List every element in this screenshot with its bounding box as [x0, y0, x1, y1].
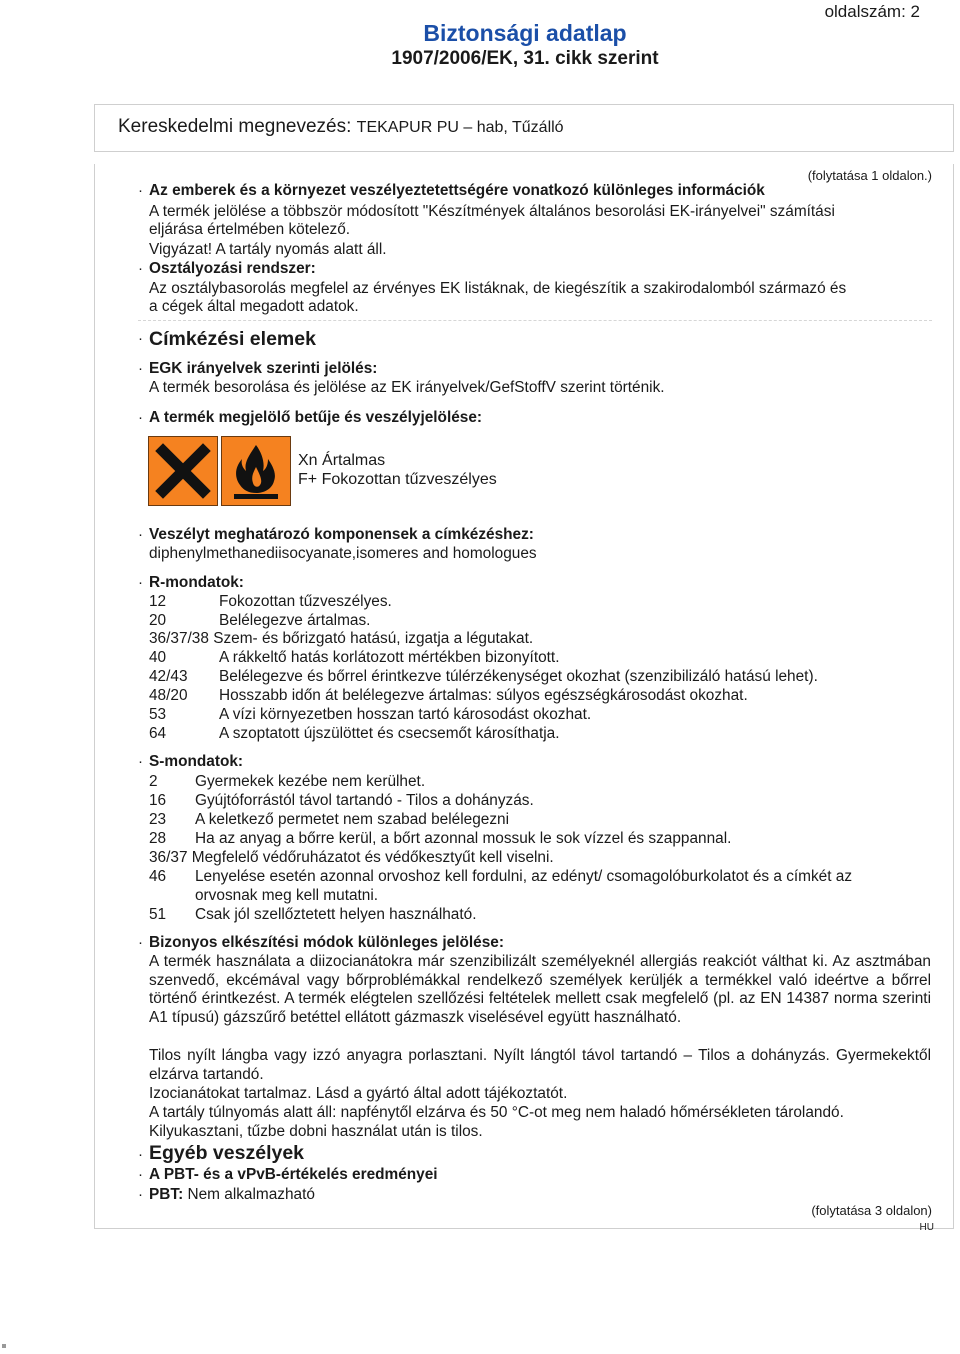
- document-subtitle: 1907/2006/EK, 31. cikk szerint: [391, 48, 659, 69]
- eec-marking-text: A termék besorolása és jelölése az EK irányelvek/GefStoffV szerint történik.: [149, 379, 665, 396]
- trade-name-value: TEKAPUR PU – hab, Tűzálló: [356, 119, 564, 136]
- bullet-dot: ·: [138, 409, 143, 426]
- s-phrase-text: Megfelelő védőruházatot és védőkesztyűt kell viselni.: [191, 849, 554, 866]
- special-info-line: A termék jelölése a többször módosított "Készítmények általános besorolási EK-irányelvei" számítási: [149, 203, 835, 220]
- s-phrase-text: Lenyelése esetén azonnal orvoshoz kell fordulni, az edényt/ csomagolóburkolatot és a címkét az: [195, 868, 853, 885]
- eec-marking-heading: EGK irányelvek szerinti jelölés:: [149, 360, 378, 377]
- s-phrase-text: Gyújtóforrástól távol tartandó - Tilos a dohányzás.: [195, 792, 534, 809]
- s-phrase-text: A keletkező permetet nem szabad belélegezni: [195, 811, 509, 828]
- special-prep-paragraph: Tilos nyílt lángba vagy izzó anyagra porlasztani. Nyílt lángtól távol tartandó – Tilos a dohányzás. Gyermekektől elzárva tartandó.: [149, 1047, 931, 1083]
- language-code: HU: [919, 1222, 934, 1233]
- r-phrase-code: 36/37/38: [149, 630, 209, 647]
- r-phrase-code: 53: [149, 706, 167, 723]
- s-phrase-text: orvosnak meg kell mutatni.: [195, 887, 379, 904]
- r-phrase-text: Hosszabb időn át belélegezve ártalmas: súlyos egészségkárosodást okozhat.: [219, 687, 748, 704]
- pbt-line: [149, 1186, 315, 1205]
- pbt-heading: A PBT- és a vPvB-értékelés eredményei: [149, 1166, 438, 1183]
- s-phrase-code: 46: [149, 868, 167, 885]
- bullet-dot: ·: [138, 330, 143, 347]
- continued-to: (folytatása 3 oldalon): [811, 1203, 932, 1218]
- special-prep-line: A tartály túlnyomás alatt áll: napfénytől elzárva és 50 °C-ot meg nem haladó hőmérsékleten tárolandó.: [149, 1104, 844, 1121]
- r-phrase-text: A szoptatott újszülöttet és csecsemőt károsíthatja.: [219, 725, 560, 742]
- r-phrase: [149, 612, 370, 631]
- s-phrases-heading: S-mondatok:: [149, 753, 244, 770]
- section-divider: [138, 320, 932, 321]
- bullet-dot: ·: [138, 753, 143, 770]
- special-info-line: eljárása értelmében kötelező.: [149, 221, 351, 238]
- document-title: Biztonsági adatlap: [423, 20, 627, 46]
- s-phrase: [149, 868, 852, 887]
- r-phrase-code: 42/43: [149, 668, 188, 685]
- s-phrase-code: 2: [149, 773, 158, 790]
- bullet-dot: ·: [138, 526, 143, 543]
- bullet-dot: ·: [138, 574, 143, 591]
- special-info-heading: Az emberek és a környezet veszélyeztetettségére vonatkozó különleges információk: [149, 182, 765, 199]
- s-phrase: [149, 849, 554, 868]
- hazard-symbol-xn: Xn Ártalmas: [298, 452, 386, 469]
- s-phrase: [149, 830, 731, 849]
- s-phrase-code: 28: [149, 830, 167, 847]
- r-phrase-code: 40: [149, 649, 167, 666]
- s-phrase: [149, 887, 378, 906]
- bullet-dot: ·: [138, 1186, 143, 1203]
- r-phrase-code: 20: [149, 612, 167, 629]
- r-phrase-text: Fokozottan tűzveszélyes.: [219, 593, 392, 610]
- components-text: diphenylmethanediisocyanate,isomeres and homologues: [149, 545, 537, 562]
- s-phrase-code: 51: [149, 906, 167, 923]
- s-phrase: [149, 792, 534, 811]
- bullet-dot: ·: [138, 260, 143, 277]
- bullet-dot: ·: [138, 360, 143, 377]
- bullet-dot: ·: [138, 1166, 143, 1183]
- r-phrase-code: 48/20: [149, 687, 188, 704]
- r-phrase: [149, 687, 748, 706]
- s-phrase-code: 36/37: [149, 849, 188, 866]
- r-phrase: [149, 630, 533, 649]
- bullet-dot: ·: [138, 182, 143, 199]
- s-phrase-text: Csak jól szellőztetett helyen használható.: [195, 906, 477, 923]
- components-heading: Veszélyt meghatározó komponensek a címkézéshez:: [149, 526, 534, 543]
- flame-icon: [221, 436, 291, 506]
- pbt-value: Nem alkalmazható: [187, 1186, 315, 1203]
- trade-name: [118, 116, 564, 138]
- r-phrase-text: A vízi környezetben hosszan tartó károsodást okozhat.: [219, 706, 592, 723]
- special-prep-line: Izocianátokat tartalmaz. Lásd a gyártó által adott tájékoztatót.: [149, 1085, 568, 1102]
- s-phrase-code: 16: [149, 792, 167, 809]
- special-prep-line: Kilyukasztani, tűzbe dobni használat után is tilos.: [149, 1123, 483, 1140]
- label-elements-heading: Címkézési elemek: [149, 328, 316, 350]
- r-phrase-text: A rákkeltő hatás korlátozott mértékben bizonyított.: [219, 649, 560, 666]
- classification-heading: Osztályozási rendszer:: [149, 260, 316, 277]
- s-phrase-code: 23: [149, 811, 167, 828]
- s-phrase: [149, 906, 476, 925]
- r-phrase: [149, 706, 591, 725]
- s-phrase-text: Gyermekek kezébe nem kerülhet.: [195, 773, 426, 790]
- r-phrase-text: Szem- és bőrizgató hatású, izgatja a légutakat.: [213, 630, 534, 647]
- r-phrase: [149, 668, 818, 687]
- special-info-line: Vigyázat! A tartály nyomás alatt áll.: [149, 241, 387, 258]
- bullet-dot: ·: [138, 934, 143, 951]
- hazard-symbols-heading: A termék megjelölő betűje és veszélyjelölése:: [149, 409, 483, 426]
- r-phrase: [149, 725, 559, 744]
- r-phrase-text: Belélegezve és bőrrel érintkezve túlérzékenységet okozhat (szenzibilizáló hatású lehet).: [219, 668, 818, 685]
- page-edge-mark: [2, 1344, 6, 1348]
- page-number: oldalszám: 2: [824, 2, 920, 21]
- hazard-symbol-f-plus: F+ Fokozottan tűzveszélyes: [298, 471, 497, 488]
- r-phrase-code: 12: [149, 593, 167, 610]
- r-phrase: [149, 593, 392, 612]
- classification-line: Az osztálybasorolás megfelel az érvényes EK listáknak, de kiegészítik a szakirodalomból származó és: [149, 280, 847, 297]
- r-phrases-heading: R-mondatok:: [149, 574, 244, 591]
- s-phrase-text: Ha az anyag a bőrre kerül, a bőrt azonnal mossuk le sok vízzel és szappannal.: [195, 830, 732, 847]
- s-phrase: [149, 773, 425, 792]
- continued-from: (folytatása 1 oldalon.): [807, 168, 932, 183]
- bullet-dot: ·: [138, 1146, 143, 1163]
- r-phrase-text: Belélegezve ártalmas.: [219, 612, 371, 629]
- other-hazards-heading: Egyéb veszélyek: [149, 1142, 305, 1164]
- pbt-label: PBT:: [149, 1186, 184, 1203]
- r-phrase: [149, 649, 559, 668]
- trade-name-label: Kereskedelmi megnevezés:: [118, 116, 352, 137]
- r-phrase-code: 64: [149, 725, 167, 742]
- s-phrase: [149, 811, 509, 830]
- special-prep-heading: Bizonyos elkészítési módok különleges jelölése:: [149, 934, 504, 951]
- special-prep-paragraph: A termék használata a diizocianátokra már szenzibilizált személyeknél allergiás reakciót válthat ki. Az asztmában szenvedő, ekcémával vagy bőrproblémákkal rendelkező személyek kerüljék a termékkel való ideértve a bőrrel történő érintkezést. A termék elégtelen szellőzési feltételek mellett csak megfelelő (pl. az EN 14387 norma szerinti A1 típusú) gázszűrő betéttel ellátott gázmaszk viselésével együtt használható.: [149, 953, 931, 1026]
- classification-line: a cégek által megadott adatok.: [149, 298, 359, 315]
- harmful-x-icon: [148, 436, 218, 506]
